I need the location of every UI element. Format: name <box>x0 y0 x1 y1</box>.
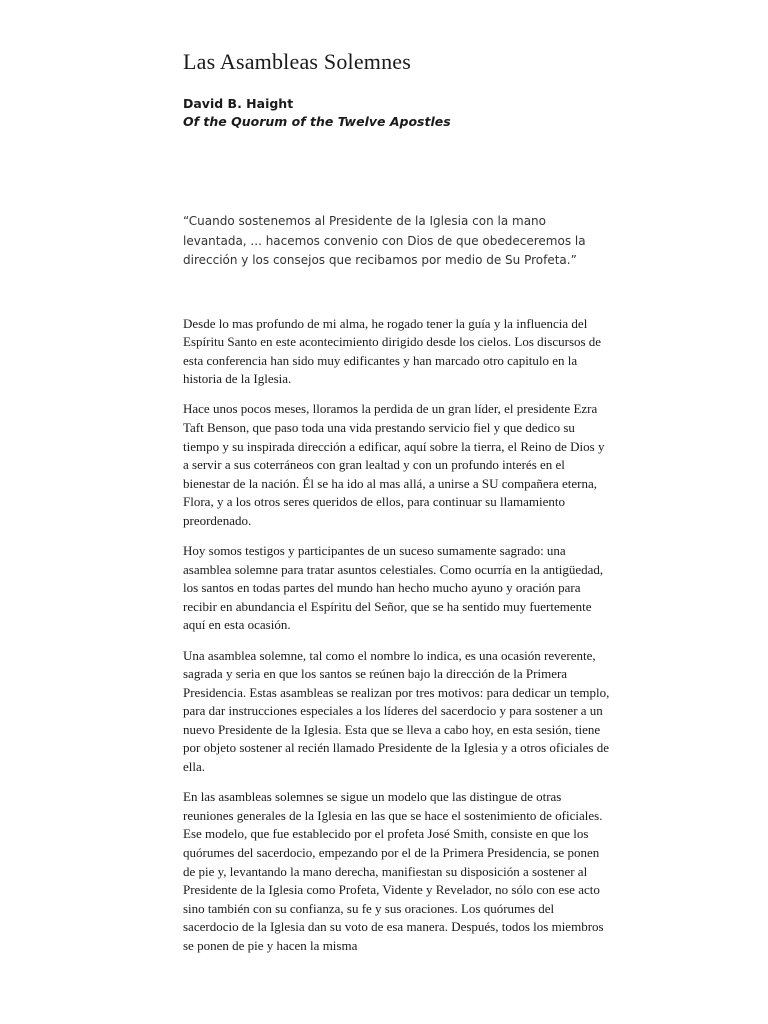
article-body <box>183 315 611 956</box>
pull-quote: “Cuando sostenemos al Presidente de la Iglesia con la mano levantada, ... hacemos convenio con Dios de que obedeceremos la dirección y los consejos que recibamos por medio de Su Profeta.” <box>183 214 586 267</box>
body-paragraph: En las asambleas solemnes se sigue un modelo que las distingue de otras reuniones generales de la Iglesia en las que se hace el sostenimiento de oficiales. Ese modelo, que fue establecido por el profeta José Smith, consiste en que los quórumes del sacerdocio, empezando por el de la Primera Presidencia, se ponen de pie y, levantando la mano derecha, manifiestan su disposición a sostener al Presidente de la Iglesia como Profeta, Vidente y Revelador, no sólo con ese acto sino también con su confianza, su fe y sus oraciones. Los quórumes del sacerdocio de la Iglesia dan su voto de esa manera. Después, todos los miembros se ponen de pie y hacen la misma <box>183 789 604 953</box>
body-paragraph: Hoy somos testigos y participantes de un suceso sumamente sagrado: una asamblea solemne para tratar asuntos celestiales. Como ocurría en la antigüedad, los santos en todas partes del mundo han hecho mucho ayuno y oración para recibir en abundancia el Espíritu del Señor, que se ha sentido muy fuertemente aquí en esta ocasión. <box>183 543 604 633</box>
author-name: David B. Haight <box>183 96 294 111</box>
body-paragraph: Hace unos pocos meses, lloramos la perdida de un gran líder, el presidente Ezra Taft Benson, que paso toda una vida prestando servicio fiel y que dedico su tiempo y su inspirada dirección a edificar, aquí sobre la tierra, el Reino de Dios y a servir a sus coterráneos con gran lealtad y con un profundo interés en el bienestar de la nación. Él se ha ido al mas allá, a unirse a SU compañera eterna, Flora, y a los otros seres queridos de ellos, para continuar su llamamiento preordenado. <box>183 401 605 528</box>
article-title: Las Asambleas Solemnes <box>183 49 412 74</box>
author-affiliation: Of the Quorum of the Twelve Apostles <box>183 114 451 129</box>
body-paragraph: Desde lo mas profundo de mi alma, he rogado tener la guía y la influencia del Espíritu Santo en este acontecimiento dirigido desde los cielos. Los discursos de esta conferencia han sido muy edificantes y han marcado otro capitulo en la historia de la Iglesia. <box>183 315 602 387</box>
body-paragraph: Una asamblea solemne, tal como el nombre lo indica, es una ocasión reverente, sagrada y seria en que los santos se reúnen bajo la dirección de la Primera Presidencia. Estas asambleas se realizan por tres motivos: para dedicar un templo, para dar instrucciones especiales a los líderes del sacerdocio y para sostener a un nuevo Presidente de la Iglesia. Esta que se lleva a cabo hoy, en esta sesión, tiene por objeto sostener al recién llamado Presidente de la Iglesia y a otros oficiales de ella. <box>183 647 610 775</box>
document-page <box>183 48 613 967</box>
